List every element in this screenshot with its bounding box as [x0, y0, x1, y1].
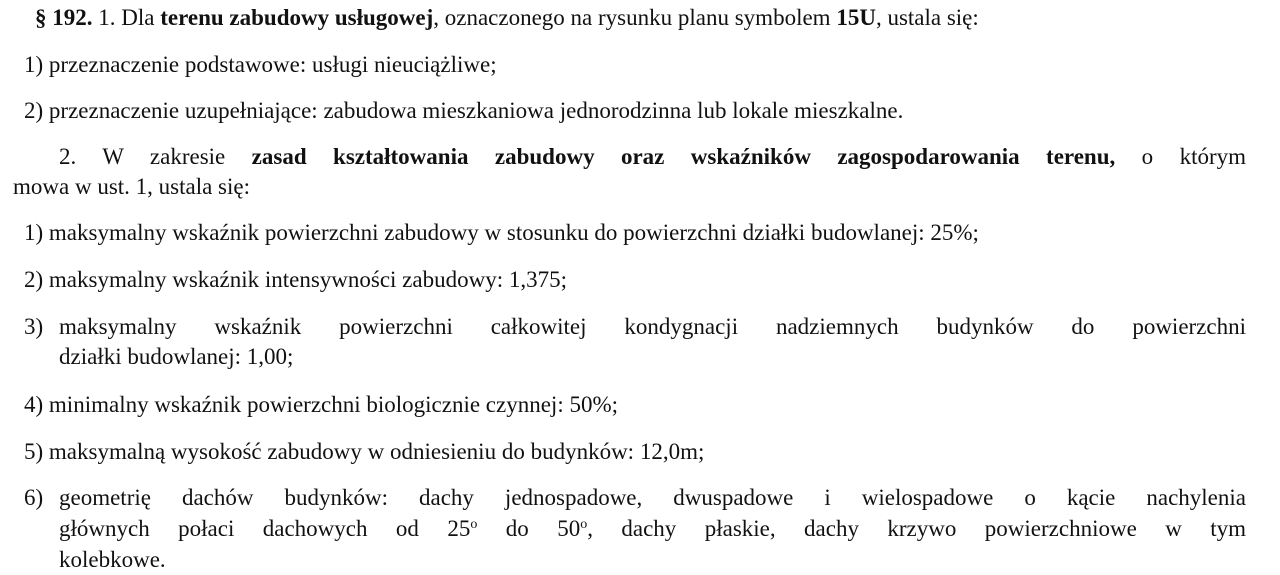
- list-item: [24, 50, 497, 80]
- item-text-line1: maksymalny wskaźnik powierzchni całkowitej kondygnacji nadziemnych budynków do powierzchni: [59, 314, 1246, 339]
- item-number: 1): [24, 220, 44, 245]
- item-number: 1): [24, 52, 44, 77]
- item-text: przeznaczenie podstawowe: usługi nieuciążliwe;: [48, 52, 497, 77]
- list-item: [24, 265, 567, 295]
- intro-prefix: 1. Dla: [92, 5, 161, 30]
- section2-intro-line2: mowa w ust. 1, ustala się:: [13, 174, 250, 199]
- paragraph-sign: § 192.: [35, 5, 93, 30]
- section-heading-line: [35, 3, 979, 33]
- item-number: 2): [24, 98, 44, 123]
- item-text: maksymalną wysokość zabudowy w odniesieniu do budynków: 12,0m;: [48, 439, 705, 464]
- area-symbol: 15U: [836, 5, 876, 30]
- item-number: 3): [24, 314, 44, 339]
- item-text-line2: [59, 514, 1246, 544]
- item-number: 4): [24, 392, 44, 417]
- text-fragment: głównych połaci dachowych od 25: [59, 516, 471, 541]
- list-item: [24, 96, 903, 126]
- list-item: [24, 218, 979, 248]
- item-number: 2): [24, 267, 44, 292]
- section2-bold-text: zasad kształtowania zabudowy oraz wskaźników zagospodarowania terenu,: [251, 144, 1116, 169]
- section2-intro-line1: [59, 142, 1246, 172]
- list-item: [24, 390, 618, 420]
- list-item: [24, 437, 704, 467]
- item-text: maksymalny wskaźnik powierzchni zabudowy w stosunku do powierzchni działki budowlanej: 25%;: [48, 220, 979, 245]
- item-number: 5): [24, 439, 44, 464]
- text-fragment: , dachy płaskie, dachy krzywo powierzchniowe w tym: [587, 516, 1247, 541]
- intro-middle: , oznaczonego na rysunku planu symbolem: [433, 5, 837, 30]
- text-fragment: do 50: [477, 516, 581, 541]
- item-text-line3: kolebkowe.: [59, 547, 166, 572]
- intro-suffix: , ustala się:: [875, 5, 979, 30]
- section2-suffix: o którym: [1115, 144, 1247, 169]
- item-number: 6): [24, 485, 44, 510]
- item-text-line1: geometrię dachów budynków: dachy jednospadowe, dwuspadowe i wielospadowe o kącie nachylenia: [59, 485, 1246, 510]
- degree-sign: o: [470, 517, 478, 532]
- degree-sign: o: [580, 517, 588, 532]
- item-text: minimalny wskaźnik powierzchni biologicznie czynnej: 50%;: [48, 392, 619, 417]
- area-name: terenu zabudowy usługowej: [160, 5, 434, 30]
- item-text-line2: działki budowlanej: 1,00;: [59, 344, 294, 369]
- item-text: maksymalny wskaźnik intensywności zabudowy: 1,375;: [48, 267, 567, 292]
- section2-prefix: 2. W zakresie: [59, 144, 252, 169]
- item-text: przeznaczenie uzupełniające: zabudowa mieszkaniowa jednorodzinna lub lokale mieszkalne.: [48, 98, 904, 123]
